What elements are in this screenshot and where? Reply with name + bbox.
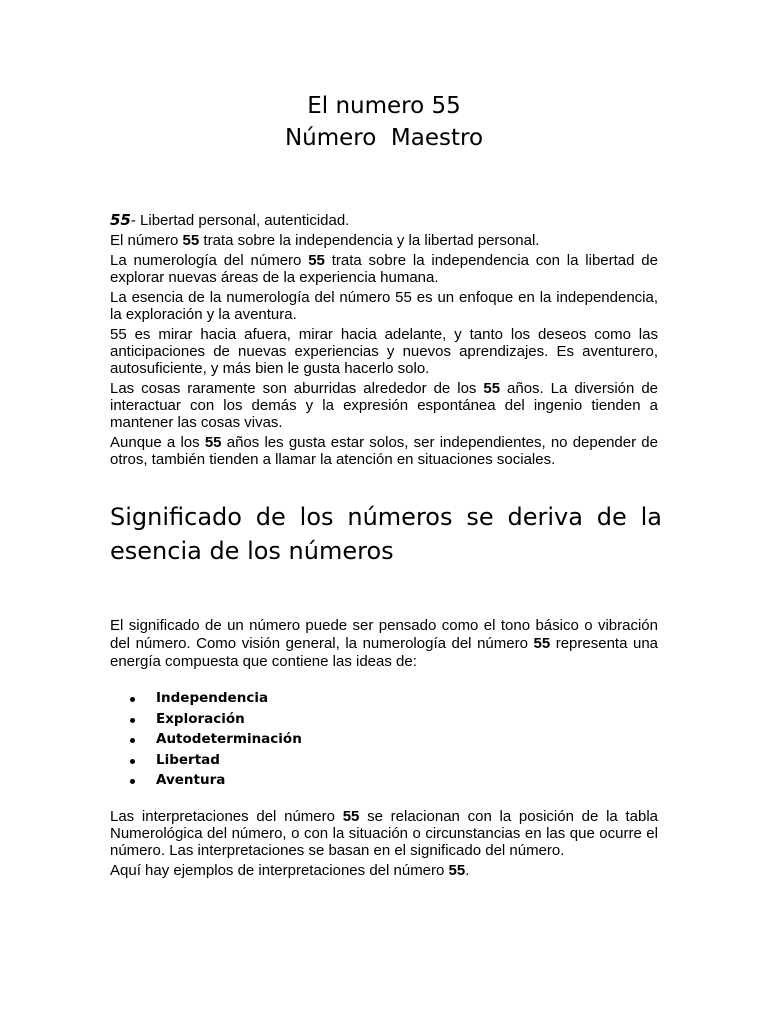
text-run: trata sobre la independencia con la libertad de explorar nuevas áreas de la experiencia humana.: [110, 252, 658, 286]
text-run: Las cosas raramente son aburridas alrededor de los: [110, 380, 484, 397]
bullet-icon: [130, 697, 135, 702]
title-line-1: El numero 55: [307, 93, 461, 119]
intro-paragraph-3: La esencia de la numerología del número 55 es un enfoque en la independencia, la exploración y la aventura.: [110, 289, 658, 323]
meaning-paragraph: [110, 617, 658, 671]
text-run: Aunque a los: [110, 434, 205, 451]
title-line-2: Número Maestro: [284, 125, 484, 151]
text-run: La numerología del número: [110, 252, 309, 269]
bold-number: 55: [308, 252, 325, 269]
list-item: [130, 709, 302, 730]
bullet-icon: [130, 759, 135, 764]
intro-section: [110, 212, 658, 471]
bullet-icon: [130, 738, 135, 743]
section-heading: Significado de los números se deriva de la esencia de los números: [110, 503, 662, 565]
intro-paragraph-1: [110, 232, 658, 249]
list-item: [130, 750, 302, 771]
interpretations-paragraph-1: [110, 808, 658, 859]
text-run: representa una energía compuesta que contiene las ideas de:: [110, 635, 659, 670]
intro-paragraph-5: [110, 380, 658, 431]
interpretations-paragraph-2: [110, 862, 658, 879]
text-run: El número: [110, 232, 183, 249]
text-run: Las interpretaciones del número: [110, 808, 343, 825]
intro-paragraph-4: 55 es mirar hacia afuera, mirar hacia adelante, y tanto los deseos como las anticipaciones de nuevas experiencias y nuevos aprendizajes. Es aventurero, autosuficiente, y más bien le gusta hacerlo solo.: [110, 326, 658, 377]
bold-number: 55: [342, 808, 360, 825]
text-run: se relacionan con la posición de la tabla Numerológica del número, o con la situación o circunstancias en las que ocurre el número. Las interpretaciones se basan en el significado del número.: [110, 808, 658, 859]
lead-paragraph: [110, 212, 658, 229]
bullet-icon: [130, 718, 135, 723]
text-run: años les gusta estar solos, ser independientes, no depender de otros, también tienden a llamar la atención en situaciones sociales.: [110, 434, 658, 468]
list-item: [130, 688, 302, 709]
list-item: [130, 770, 302, 791]
list-item-label: Aventura: [156, 772, 226, 788]
text-run: Aquí hay ejemplos de interpretaciones del número: [110, 862, 449, 879]
text-run: El significado de un número puede ser pensado como el tono básico o vibración del número. Como visión general, la numerología del número: [110, 617, 658, 652]
lead-text: - Libertad personal, autenticidad.: [130, 212, 350, 229]
meaning-section: [110, 617, 658, 674]
ideas-list: [130, 688, 302, 791]
bold-number: 55: [204, 434, 222, 451]
list-item-label: Libertad: [156, 751, 220, 768]
intro-paragraph-6: [110, 434, 658, 468]
list-item-label: Autodeterminación: [156, 731, 302, 747]
bold-number: 55: [448, 862, 466, 879]
text-run: años. La diversión de interactuar con los demás y la expresión espontánea del ingenio tienden a mantener las cosas vivas.: [110, 380, 658, 431]
intro-paragraph-2: [110, 252, 658, 286]
list-item-label: Independencia: [156, 690, 269, 706]
interpretations-section: [110, 808, 658, 882]
text-run: .: [465, 862, 470, 879]
lead-number: 55: [110, 211, 131, 229]
list-item: [130, 729, 302, 750]
document-title: [0, 90, 768, 154]
bullet-icon: [130, 779, 135, 784]
bold-number: 55: [483, 380, 501, 397]
bold-number: 55: [533, 635, 551, 652]
list-item-label: Exploración: [156, 710, 245, 727]
bold-number: 55: [182, 232, 200, 249]
text-run: trata sobre la independencia y la libertad personal.: [199, 232, 540, 249]
